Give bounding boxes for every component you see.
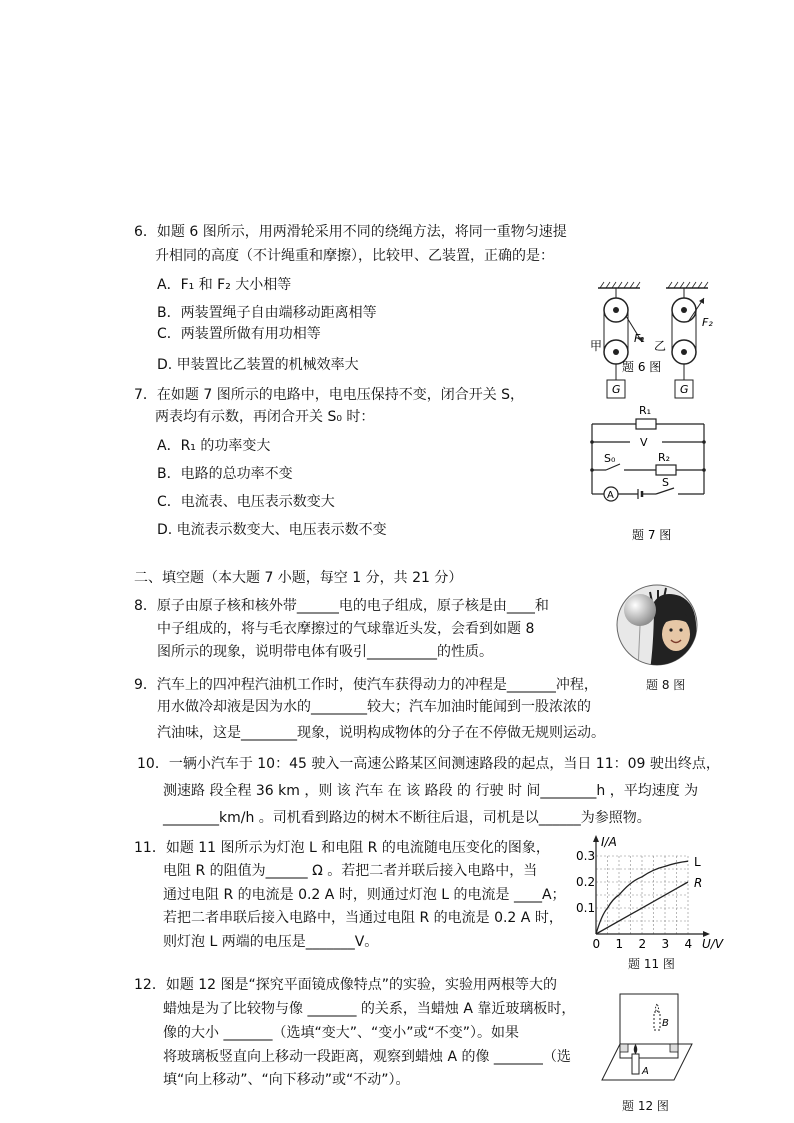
q7-option-b: B．电路的总功率不变: [157, 466, 293, 482]
q11-line1: 11．如题 11 图所示为灯泡 L 和电阻 R 的电流随电压变化的图象，: [134, 840, 550, 856]
q7-stem-line1: 7．在如题 7 图所示的电路中，电电压保持不变，闭合开关 S，: [134, 387, 525, 403]
chart-series: [596, 855, 702, 934]
q6-option-a: A．F₁ 和 F₂ 大小相等: [157, 277, 292, 293]
q7-fig-a-label: A: [607, 490, 614, 501]
x-tick-label: 4: [684, 937, 693, 951]
q7-fig-caption: 题 7 图: [632, 528, 672, 542]
q9-line2: 用水做冷却液是因为水的________较大；汽车加油时能闻到一股浓浓的: [157, 699, 591, 715]
chart-grid: [596, 856, 688, 934]
q11-line3: 通过电阻 R 的电流是 0.2 A 时，则通过灯泡 L 的电流是 ____A；: [163, 887, 566, 903]
q9-line3: 汽油味，这是________现象，说明构成物体的分子在不停做无规则运动。: [157, 725, 605, 741]
q8-line2: 中子组成的，将与毛衣摩擦过的气球靠近头发，会看到如题 8: [157, 621, 535, 637]
q9-line1: 9．汽车上的四冲程汽油机工作时，使汽车获得动力的冲程是_______冲程，: [134, 677, 598, 693]
q11-iu-chart: [574, 834, 726, 952]
q6-fig-f1-label: F₁: [634, 332, 645, 345]
chart-axes: [593, 835, 710, 937]
q6-fig-caption: 题 6 图: [622, 360, 662, 374]
y-axis-arrow: [593, 835, 599, 842]
q8-line3: 图所示的现象，说明带电体有吸引__________的性质。: [157, 644, 493, 660]
q11-line2: 电阻 R 的阻值为______ Ω 。若把二者并联后接入电路中，当: [163, 863, 538, 879]
series-r-label: R: [694, 876, 703, 890]
q6-fig-g-left: G: [612, 383, 621, 396]
q12-mirror-figure: [598, 990, 694, 1086]
series-l-label: L: [694, 855, 701, 870]
q12-line1: 12．如题 12 图是“探究平面镜成像特点”的实验，实验用两根等大的: [134, 977, 558, 993]
x-axis-label: U/V: [702, 937, 724, 951]
q11-line4: 若把二者串联后接入电路中，当通过电阻 R 的电流是 0.2 A 时，: [163, 910, 563, 926]
q6-fig-f2-label: F₂: [702, 316, 713, 329]
q7-fig-v-label: V: [640, 436, 648, 449]
q8-fig-caption: 题 8 图: [646, 678, 686, 692]
q8-balloon-photo: [614, 582, 700, 668]
q12-line2: 蜡烛是为了比较物与像 _______ 的关系，当蜡烛 A 靠近玻璃板时，: [163, 1001, 576, 1017]
q6-fig-yi-label: 乙: [654, 339, 667, 353]
q6-stem-line1: 6．如题 6 图所示，用两滑轮采用不同的绕绳方法，将同一重物匀速提: [134, 224, 567, 240]
q6-option-d: D. 甲装置比乙装置的机械效率大: [157, 357, 359, 373]
q11-fig-caption: 题 11 图: [628, 957, 675, 971]
q7-stem-line2: 两表均有示数，再闭合开关 S₀ 时：: [155, 409, 375, 425]
q6-pulley-figure: [588, 280, 728, 406]
q10-line3: ________km/h 。司机看到路边的树木不断往后退，司机是以______为参照物。: [163, 810, 651, 826]
q6-stem-line2: 升相同的高度（不计绳重和摩擦），比较甲、乙装置，正确的是：: [155, 248, 554, 264]
q6-option-b: B．两装置绳子自由端移动距离相等: [157, 305, 377, 321]
q6-fig-g-right: G: [680, 383, 689, 396]
q6-fig-jia-label: 甲: [590, 339, 603, 353]
x-tick-label: 3: [661, 937, 670, 951]
q10-line1: 10．一辆小汽车于 10：45 驶入一高速公路某区间测速路段的起点，当日 11：09 驶出终点，: [137, 756, 720, 772]
q7-circuit-figure: [586, 398, 710, 542]
q12-line5: 填“向上移动”、“向下移动”或“不动”）。: [163, 1072, 410, 1088]
y-tick-label: 0.3: [576, 849, 596, 863]
q8-line1: 8．原子由原子核和核外带______电的电子组成，原子核是由____和: [134, 598, 549, 614]
q7-fig-r1-label: R₁: [639, 404, 652, 417]
q12-fig-b-label: B: [662, 1018, 669, 1029]
q7-fig-r2-label: R₂: [658, 451, 671, 464]
y-tick-label: 0.2: [576, 875, 596, 889]
q7-option-d: D. 电流表示数变大、电压表示数不变: [157, 522, 387, 538]
y-tick-label: 0.1: [576, 901, 596, 915]
q12-fig-a-label: A: [642, 1066, 649, 1077]
x-tick-label: 2: [638, 937, 647, 951]
x-tick-label: 1: [615, 937, 624, 951]
q12-fig-caption: 题 12 图: [622, 1099, 669, 1113]
q7-fig-s0-label: S₀: [604, 452, 616, 465]
x-tick-label: 0: [592, 937, 601, 951]
q7-option-a: A．R₁ 的功率变大: [157, 438, 271, 454]
q7-fig-s-label: S: [662, 476, 669, 489]
y-axis-label: I/A: [601, 835, 617, 849]
q11-line5: 则灯泡 L 两端的电压是_______V。: [163, 934, 379, 950]
section2-heading: 二、填空题（本大题 7 小题，每空 1 分，共 21 分）: [134, 570, 463, 586]
q7-option-c: C．电流表、电压表示数变大: [157, 494, 335, 510]
q6-option-c: C．两装置所做有用功相等: [157, 326, 321, 342]
q12-line4: 将玻璃板竖直向上移动一段距离，观察到蜡烛 A 的像 _______（选: [163, 1049, 571, 1065]
q10-line2: 测速路 段全程 36 km ，则 该 汽车 在 该 路段 的 行驶 时 间________h ，平均速度 为: [163, 783, 699, 799]
q12-line3: 像的大小 _______（选填“变大”、“变小”或“不变”）。如果: [163, 1025, 519, 1041]
